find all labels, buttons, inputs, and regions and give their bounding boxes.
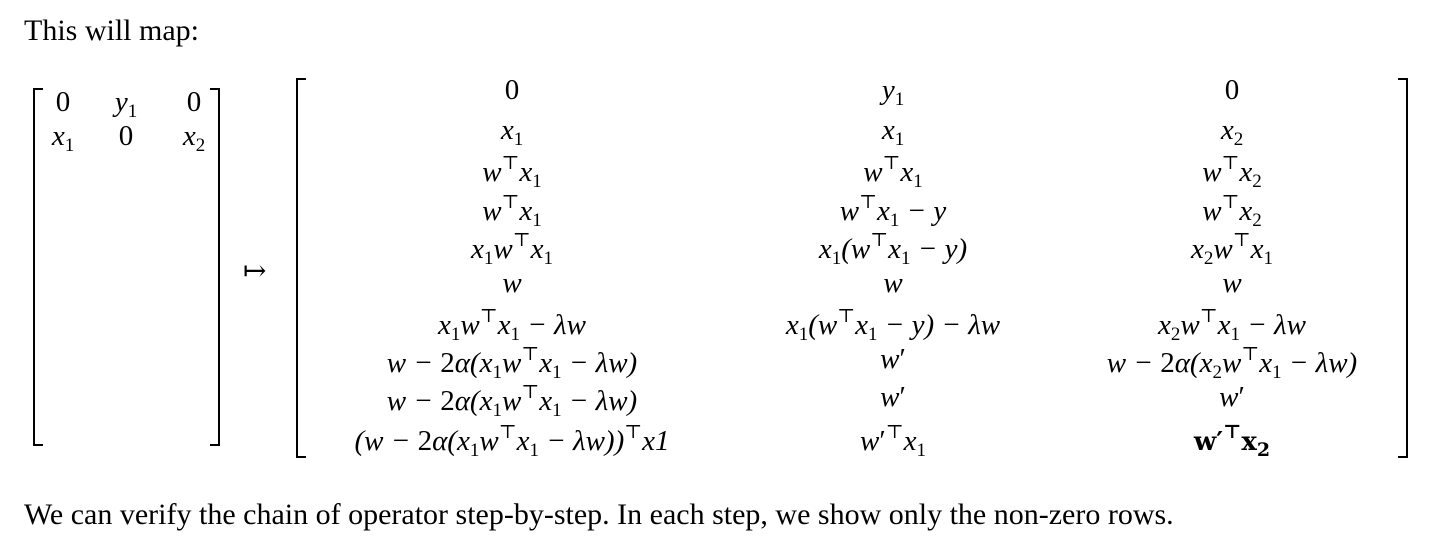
right_matrix-cell: w [1222,267,1242,299]
left_matrix-cell: $x_2$ [182,120,206,156]
right_matrix-cell: $x_1$ [500,114,524,150]
intro-text: This will map: [24,14,199,47]
right_matrix-cell: $w^⊤x_2$ [1202,153,1262,192]
right_matrix-cell: $x_1w^⊤x_1$ [471,230,553,269]
right-matrix-open-bracket [296,78,306,458]
right_matrix-cell: $w^⊤x_1$ [482,153,542,192]
maps-to-arrow: ↦ [243,256,267,287]
right_matrix-cell: $w^⊤x_1$ [863,153,923,192]
right_matrix-cell: $x_1(w^⊤x_1 - y) - \lambda w$ [785,306,1001,345]
left-matrix-close-bracket [210,88,220,446]
right_matrix-cell: 0 [504,74,520,106]
right_matrix-cell: $w - 2\alpha(x_1w^⊤x_1 - \lambda w)$ [386,382,638,421]
right_matrix-cell: w [883,267,903,299]
right_matrix-cell: $x_2w^⊤x_1$ [1191,230,1273,269]
left_matrix-cell: $y_1$ [114,86,138,122]
right_matrix-cell: $w - 2\alpha(x_1w^⊤x_1 - \lambda w)$ [386,344,638,383]
right_matrix-cell: 0 [1224,74,1240,106]
left_matrix-cell: 0 [118,120,134,152]
right_matrix-cell: w [502,267,522,299]
right_matrix-cell: $w - 2\alpha(x_2w^⊤x_1 - \lambda w)$ [1106,344,1358,383]
outro-text: We can verify the chain of operator step-by-step. In each step, we show only the non-zero rows. [24,498,1174,531]
right_matrix-cell: $(w - 2\alpha(x_1w^⊤x_1 - \lambda w))^⊤x1$ [354,422,670,461]
right_matrix-cell: $x_1w^⊤x_1 - \lambda w$ [438,306,586,345]
right_matrix-cell: $y_1$ [881,74,905,110]
left_matrix-cell: 0 [186,86,202,118]
right_matrix-cell: $w'^⊤x_1$ [860,422,926,461]
left-matrix-open-bracket [33,88,43,446]
right_matrix-cell: $x_2$ [1220,114,1244,150]
right_matrix-cell: w′ [1219,381,1245,413]
right_matrix-cell: $x_1(w^⊤x_1 - y)$ [818,230,968,269]
left_matrix-cell: $x_1$ [51,120,75,156]
right_matrix-cell: $w'^⊤x_2$ [1193,421,1271,461]
right_matrix-cell: $w^⊤x_1 - y$ [839,192,947,231]
right_matrix-cell: $w^⊤x_1$ [482,192,542,231]
right_matrix-cell: w′ [880,343,906,375]
right_matrix-cell: $w^⊤x_2$ [1202,192,1262,231]
right_matrix-cell: w′ [880,381,906,413]
right_matrix-cell: $x_2w^⊤x_1 - \lambda w$ [1158,306,1306,345]
left_matrix-cell: 0 [55,86,71,118]
right-matrix-close-bracket [1398,78,1408,458]
right_matrix-cell: $x_1$ [881,114,905,150]
